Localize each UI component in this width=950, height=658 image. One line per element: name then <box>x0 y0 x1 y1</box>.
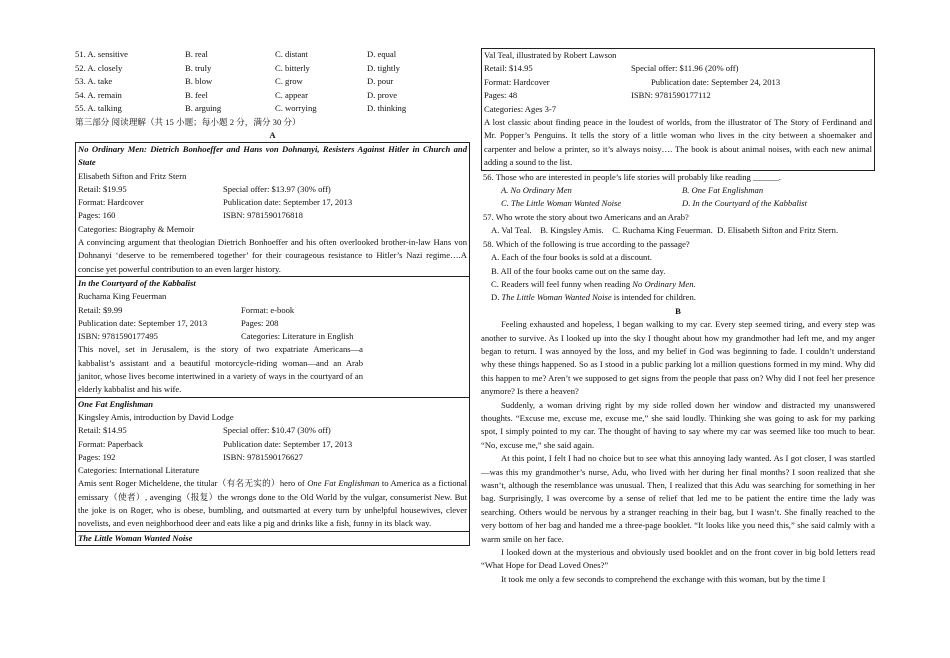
desc-part: to America as a fictional emissary（使者）, avenging（报复）the wrongs done to the Old World by the vulgar, consumerist New. But the joke is on Roger, who is obese, bumbling, and outsmarted at every turn by unhelpful housewives, clever novelists, and even neighborhood deer and eats like a pig and drinks like a fish, funny in its black way. <box>78 478 468 529</box>
book-pubdate: Publication date: September 24, 2013 <box>651 76 781 87</box>
option-d: D. prove <box>367 89 398 100</box>
cloze-option-row <box>75 102 470 116</box>
book-pages: Pages: 160 <box>78 210 116 221</box>
book-pubdate: Publication date: September 17, 2013 <box>223 197 353 208</box>
option-b: B. real <box>185 49 208 59</box>
desc-part: Amis sent Roger Micheldene, the titular（有名无实的）hero of <box>78 478 305 489</box>
desc-italic: One Fat Englishman <box>307 478 380 489</box>
question-58-option-a: A. Each of the four books is sold at a discount. <box>491 252 652 263</box>
book-format: Format: Hardcover <box>484 76 550 87</box>
option-d: D. thinking <box>367 103 407 114</box>
option-d: D. In the Courtyard of the Kabbalist <box>682 198 808 209</box>
right-column <box>481 0 875 586</box>
part3-heading: 第三部分 阅读理解（共 15 小题；每小题 2 分，满分 30 分） <box>75 116 301 127</box>
book-categories: Categories: Ages 3-7 <box>484 103 557 114</box>
option-b: B. blow <box>185 76 213 87</box>
book-offer: Special offer: $11.96 (20% off) <box>631 63 739 74</box>
question-56-options <box>481 184 875 197</box>
cloze-option-row <box>75 48 470 62</box>
book-pages: Pages: 48 <box>484 90 518 101</box>
cloze-option-row <box>75 75 470 89</box>
option-a: 51. A. sensitive <box>75 49 128 59</box>
book-isbn: ISBN: 9781590177112 <box>631 90 711 101</box>
question-58-option-d <box>481 291 875 304</box>
book-description: A lost classic about finding peace in the loudest of worlds, from the illustrator of The Story of Ferdinand and Mr. Popper’s Penguins. It tells the story of a little woman who lives in the city between a shoemaker and carpenter and below a printer, so it’s always noisy…. The book is about animal noises, with each new animal adding a sound to the list. <box>484 117 872 168</box>
book-description <box>78 477 467 530</box>
question-56: 56. Those who are interested in people’s life stories will probably like reading ______. <box>483 171 781 182</box>
book-description: This novel, set in Jerusalem, is the story of two expatriate Americans—a kabbalist’s assistant and a beautiful motorcycle-riding woman—and an Arab janitor, whose lives become intertwined in a variety of ways in the courtyard of an elderly kabbalist and his wife. <box>78 344 363 395</box>
book-format: Format: Hardcover <box>78 197 144 208</box>
passage-b <box>481 318 875 586</box>
book-pubdate: Publication date: September 17, 2013 <box>78 317 208 328</box>
book-pages: Pages: 192 <box>78 451 116 462</box>
book-card-one-fat-englishman <box>75 398 470 532</box>
option-a: 52. A. closely <box>75 62 123 73</box>
book-retail: Retail: $14.95 <box>78 425 127 436</box>
book-offer: Special offer: $10.47 (30% off) <box>223 425 331 436</box>
section-a-label: A <box>269 129 276 140</box>
book-card-little-woman <box>75 532 470 546</box>
question-57-options: A. Val Teal. B. Kingsley Amis. C. Ruchama King Feuerman. D. Elisabeth Sifton and Fritz Stern. <box>491 225 839 236</box>
option-text: C. Readers will feel funny when reading <box>491 278 633 289</box>
option-c: C. The Little Woman Wanted Noise <box>501 198 622 209</box>
book-title: One Fat Englishman <box>78 398 153 409</box>
book-pages: Pages: 208 <box>241 317 279 328</box>
book-title: The Little Woman Wanted Noise <box>78 532 193 543</box>
book-title: No Ordinary Men: Dietrich Bonhoeffer and Hans von Dohnanyi, Resisters Against Hitler in Church and State <box>78 143 467 168</box>
book-isbn: ISBN: 9781590176627 <box>223 451 303 462</box>
option-a: 55. A. talking <box>75 103 122 114</box>
passage-paragraph: I looked down at the mysterious and obviously used booklet and on the front cover in big bold letters read “What Hope for Dead Loved Ones?” <box>481 547 875 571</box>
option-d: D. tightly <box>367 62 400 73</box>
question-56-options <box>481 197 875 210</box>
book-card-courtyard-kabbalist <box>75 277 470 398</box>
option-c: C. appear <box>275 89 308 100</box>
section-b-label: B <box>675 305 681 316</box>
option-b: B. feel <box>185 89 208 100</box>
book-description: A convincing argument that theologian Dietrich Bonhoeffer and his often overlooked brother-in-law Hans von Dohnanyi ‘deserve to be remembered together’ for their courageous resistance to Hitler’s Nazi regime….A concise yet powerful contribution to an even larger history. <box>78 237 467 274</box>
option-a: A. No Ordinary Men <box>501 185 572 196</box>
book-author: Ruchama King Feuerman <box>78 291 167 302</box>
book-format: Format: Paperback <box>78 438 144 449</box>
book-retail: Retail: $14.95 <box>484 63 533 74</box>
left-column <box>75 0 470 546</box>
option-b: B. arguing <box>185 103 222 114</box>
book-author: Elisabeth Sifton and Fritz Stern <box>78 170 187 181</box>
cloze-options <box>75 48 470 116</box>
option-c: C. worrying <box>275 103 317 114</box>
book-retail: Retail: $9.99 <box>78 304 123 315</box>
cloze-option-row <box>75 89 470 103</box>
book-categories: Categories: Biography & Memoir <box>78 223 195 234</box>
option-text: is intended for children. <box>611 292 696 303</box>
option-a: 54. A. remain <box>75 89 122 100</box>
cloze-option-row <box>75 62 470 76</box>
option-text: D. <box>491 292 502 303</box>
book-format: Format: e-book <box>241 304 295 315</box>
passage-paragraph: Feeling exhausted and hopeless, I began walking to my car. Every step seemed tiring, and every step was another to survive. As I looked up into the sky I thought about how my grandmother had left me, and my anger began to return. I was annoyed by the loss, and my belief in God was beginning to fade. I couldn’t understand why these things happened. So as I stood in a public parking lot a million questions formed in my mind. Why did this happen to me? Aren’t we supposed to get signs from the people that pass on? Why did I not feel her presence anymore? Is there a heaven? <box>481 319 875 397</box>
passage-paragraph: At this point, I felt I had no choice but to see what this annoying lady wanted. As I got closer, I was startled—was this my grandmother’s nurse, Adu, who lived with her during her final months? I soon realized that she wasn’t, although the resemblance was unusual. Then, I realized that this Adu was searching for something in her bag. Surprisingly, I was overcome by a sense of relief that led me to be patient the entire time the lady was searching. Others would be nervous by a stranger reaching in their bag, but I wasn’t. She finally reached to the very bottom of her bag and handed me a three-page booklet. “It looks like you need this,” she said calmly with a warm smile on her face. <box>481 453 875 544</box>
question-57: 57. Who wrote the story about two Americans and an Arab? <box>483 211 689 222</box>
book-offer: Special offer: $13.97 (30% off) <box>223 183 331 194</box>
book-pubdate: Publication date: September 17, 2013 <box>223 438 353 449</box>
book-author: Val Teal, illustrated by Robert Lawson <box>484 50 617 60</box>
option-d: D. pour <box>367 76 394 87</box>
option-c: C. grow <box>275 76 303 87</box>
book-categories: Categories: Literature in English <box>241 331 354 342</box>
passage-paragraph: It took me only a few seconds to comprehend the exchange with this woman, but by the time I <box>501 573 826 584</box>
option-a: 53. A. take <box>75 76 113 87</box>
passage-paragraph: Suddenly, a woman driving right by my side rolled down her window and distracted my unanswered thoughts. “Excuse me, excuse me, excuse me,” she said loudly. Thinking she was going to ask for my parking spot, I simply pointed to my car. The thought of having to say where my car was seemed like too much to bear. “No, excuse me,” she said again. <box>481 399 875 450</box>
option-italic: The Little Woman Wanted Noise <box>501 292 612 303</box>
book-card-little-woman-continued <box>481 48 875 171</box>
book-isbn: ISBN: 9781590177495 <box>78 331 158 342</box>
book-isbn: ISBN: 9781590176818 <box>223 210 303 221</box>
option-d: D. equal <box>367 49 397 59</box>
book-categories: Categories: International Literature <box>78 465 200 476</box>
option-c: C. bitterly <box>275 62 310 73</box>
book-author: Kingsley Amis, introduction by David Lodge <box>78 411 234 422</box>
book-retail: Retail: $19.95 <box>78 183 127 194</box>
option-c: C. distant <box>275 49 308 59</box>
question-58-option-c <box>481 278 875 291</box>
option-b: B. One Fat Englishman <box>682 185 764 196</box>
question-58: 58. Which of the following is true according to the passage? <box>483 238 690 249</box>
question-58-option-b: B. All of the four books came out on the same day. <box>491 265 666 276</box>
book-title: In the Courtyard of the Kabbalist <box>78 277 196 288</box>
questions <box>481 171 875 305</box>
option-b: B. truly <box>185 62 212 73</box>
book-card-no-ordinary-men <box>75 142 470 277</box>
option-italic: No Ordinary Men. <box>632 278 696 289</box>
